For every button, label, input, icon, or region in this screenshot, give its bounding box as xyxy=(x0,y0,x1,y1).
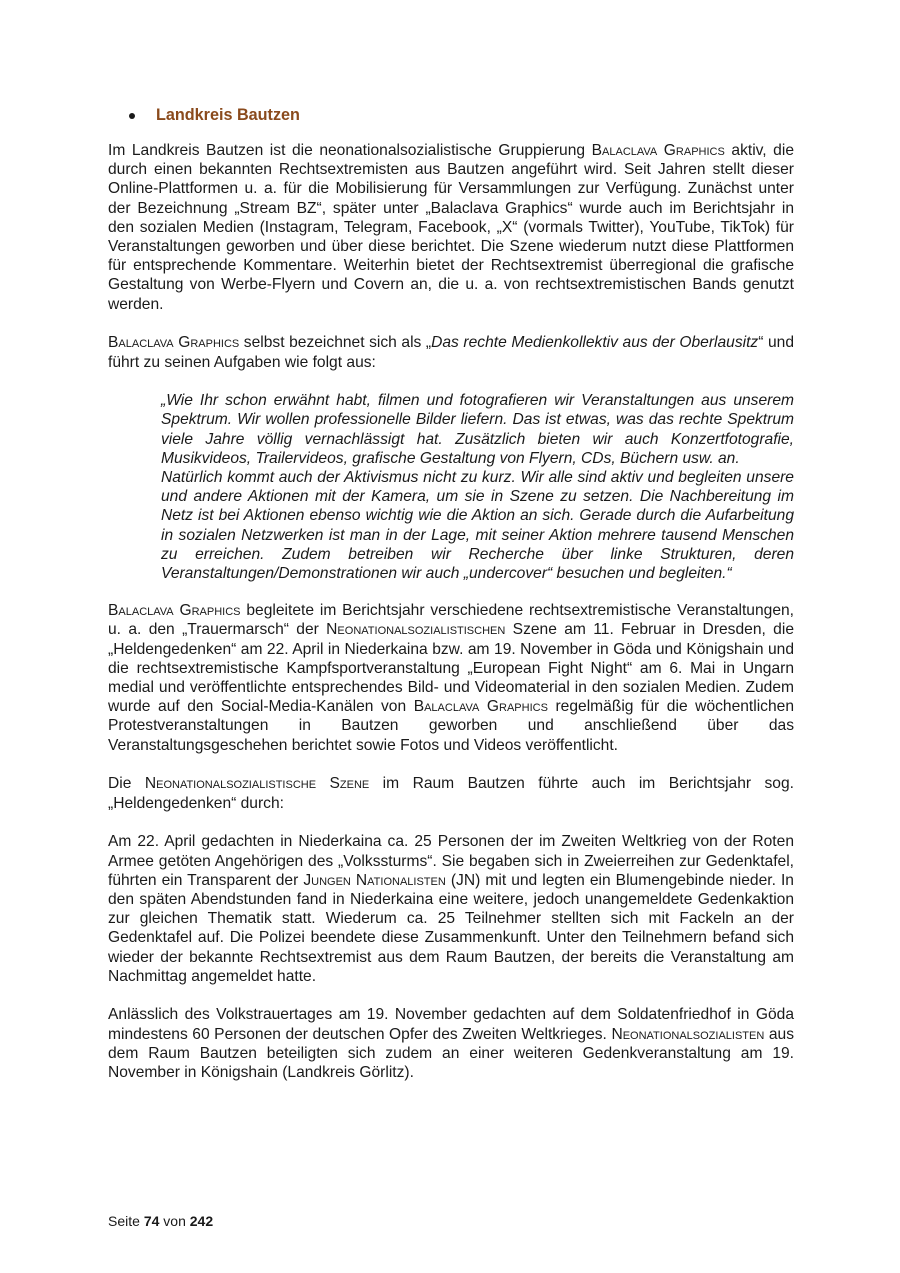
paragraph-events xyxy=(108,601,794,755)
document-page xyxy=(108,96,794,1102)
text-run: regelmäßig für die wöchentlichen Protestveranstaltungen in Bautzen geworben und anschließend über das Veranstaltungsgeschehen berichtet sowie Fotos und Videos veröffentlicht. xyxy=(108,698,795,754)
block-quote xyxy=(161,391,794,583)
group-name: Balaclava Graphics xyxy=(591,142,725,159)
scene-name: Neonationalsozialisten xyxy=(611,1025,765,1043)
page-number: 74 xyxy=(143,1213,160,1229)
section-heading-text: Landkreis Bautzen xyxy=(156,106,300,124)
paragraph-self-description xyxy=(108,333,794,371)
page-footer xyxy=(108,1213,213,1229)
text-run: Am 22. April gedachten in Niederkaina ca. 25 Personen der im Zweiten Weltkrieg von der Roten Armee getöten Angehörigen des „Volkssturms“. Sie begaben sich in Zweierreihen zur Gedenktafel, führten ein Transparent der xyxy=(108,833,794,889)
quote-paragraph: Natürlich kommt auch der Aktivismus nicht zu kurz. Wir alle sind aktiv und begleiten unsere und andere Aktionen mit der Kamera, um sie in Szene zu setzen. Die Nachbereitung im Netz ist bei Aktionen ebenso wichtig wie die Aktion an sich. Gerade durch die Aufarbeitung in sozialen Netzwerken ist man in der Lage, mit seiner Aktion mehrere tausend Menschen zu erreichen. Zudem betreiben wir Recherche über linke Strukturen, deren Veranstaltungen/Demonstrationen wir auch „undercover“ besuchen und begleiten.“ xyxy=(161,469,794,583)
group-name: Balaclava Graphics xyxy=(413,698,548,716)
group-name: Balaclava Graphics xyxy=(108,334,240,352)
quoted-slogan: Das rechte Medienkollektiv aus der Oberlausitz xyxy=(431,334,759,352)
footer-separator: von xyxy=(163,1213,186,1229)
paragraph-niederkaina xyxy=(108,832,794,986)
bullet-icon xyxy=(129,113,135,119)
text-run: Szene am 11. Februar in Dresden, die „Heldengedenken“ am 22. April in Niederkaina bzw. am 19. November in Göda und Königshain und die rechtsextremistische Kampfsportveranstaltung „European Fight Night“ am 6. Mai in Ungarn medial und veröffentlichte entsprechendes Bild- und Videomaterial in den sozialen Medien. Zudem wurde auf den Social-Media-Kanälen von xyxy=(108,621,794,716)
text-run: aktiv, die durch einen bekannten Rechtsextremisten aus Bautzen angeführt wird. Seit Jahren stellt dieser Online-Plattformen u. a. für die Mobilisierung für Versammlungen zur Verfügung. Zunächst unter der Bezeichnung „Stream BZ“, später unter „Balaclava Graphics“ wurde auch im Berichtsjahr in den sozialen Medien (Instagram, Telegram, Facebook, „X“ (vormals Twitter), YouTube, TikTok) für Veranstaltungen geworben und über diese berichtet. Die Szene wiederum nutzt diese Plattformen für entsprechende Kommentare. Weiterhin bietet der Rechtsextremist überregional die grafische Gestaltung von Werbe-Flyern und Covern an, die u. a. von rechtsextremistischen Bands genutzt werden. xyxy=(108,142,794,313)
text-run: Die xyxy=(108,775,145,793)
quote-paragraph: „Wie Ihr schon erwähnt habt, filmen und fotografieren wir Veranstaltungen aus unserem Spektrum. Wir wollen professionelle Bilder liefern. Das ist etwas, was das rechte Spektrum viele Jahre völlig vernachlässigt hat. Zusätzlich bieten wir auch Konzertfotografie, Musikvideos, Trailervideos, grafische Gestaltung von Flyern, CDs, Büchern usw. an. xyxy=(161,392,794,467)
paragraph-intro xyxy=(108,141,794,314)
text-run: aus dem Raum Bautzen beteiligten sich zudem an einer weiteren Gedenkveranstaltung am 19. November in Königshain (Landkreis Görlitz). xyxy=(108,1025,794,1082)
page-total: 242 xyxy=(189,1213,214,1229)
text-run: begleitete im Berichtsjahr verschiedene rechtsextremistische Veranstaltungen, u. a. den „Trauermarsch“ der xyxy=(108,602,795,639)
text-run: Anlässlich des Volkstrauertages am 19. November gedachten auf dem Soldatenfriedhof in Göda mindestens 60 Personen der deutschen Opfer des Zweiten Weltkrieges. xyxy=(108,1006,794,1043)
text-run: Im Landkreis Bautzen ist die neonationalsozialistische Gruppierung xyxy=(108,142,592,159)
section-heading xyxy=(108,106,794,125)
paragraph-goeda xyxy=(108,1005,794,1082)
text-run: (JN) mit und legten ein Blumengebinde nieder. In den späten Abendstunden fand in Niederkaina eine weitere, jedoch unangemeldete Gedenkaktion zur gleichen Thematik statt. Wiederum ca. 25 Teilnehmer stellten sich mit Fackeln an der Gedenktafel auf. Die Polizei beendete diese Zusammenkunft. Unter den Teilnehmern befand sich wieder der bekannte Rechtsextremist aus dem Raum Bautzen, der bereits die Veranstaltung am Nachmittag angemeldet hatte. xyxy=(108,871,794,985)
paragraph-heldengedenken-intro xyxy=(108,774,794,812)
organization-name: Jungen Nationalisten xyxy=(303,871,446,889)
text-run: “ und führt zu seinen Aufgaben wie folgt aus: xyxy=(108,334,795,371)
scene-name: Neonationalsozialistischen xyxy=(326,621,506,639)
text-run: selbst bezeichnet sich als „ xyxy=(239,334,432,352)
group-name: Balaclava Graphics xyxy=(108,602,241,620)
scene-name: Neonationalsozialistische Szene xyxy=(144,775,370,793)
text-run: im Raum Bautzen führte auch im Berichtsjahr sog. „Heldengedenken“ durch: xyxy=(108,775,794,812)
footer-label: Seite xyxy=(108,1213,140,1229)
